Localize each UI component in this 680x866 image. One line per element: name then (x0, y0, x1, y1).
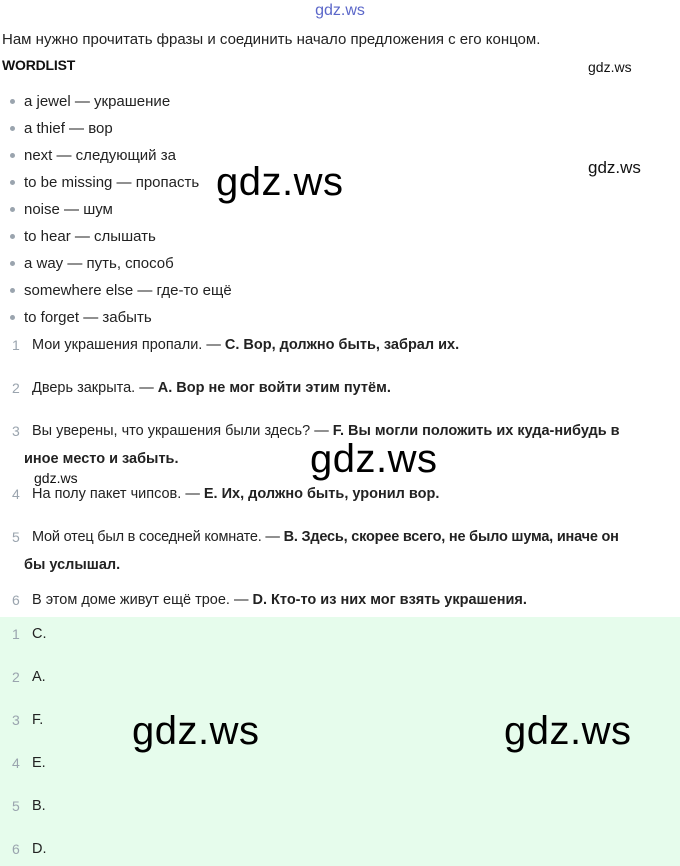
word-item: a way — путь, способ (10, 255, 174, 272)
watermark: gdz.ws (310, 437, 438, 481)
bullet-icon (10, 315, 15, 320)
word-item: to be missing — пропасть (10, 174, 199, 191)
word-item: a jewel — украшение (10, 93, 170, 110)
bullet-icon (10, 288, 15, 293)
answers-panel: 1 C. 2 A. 3 F. 4 E. 5 B. 6 D. gdz.ws gdz.ws (0, 617, 680, 866)
word-item: to hear — слышать (10, 228, 156, 245)
watermark: gdz.ws (34, 470, 78, 486)
watermark: gdz.ws (216, 160, 344, 204)
watermark: gdz.ws (588, 158, 641, 177)
word-item: next — следующий за (10, 147, 176, 164)
watermark: gdz.ws (132, 709, 260, 753)
word-item: a thief — вор (10, 120, 113, 137)
bullet-icon (10, 207, 15, 212)
word-item: somewhere else — где-то ещё (10, 282, 232, 299)
bullet-icon (10, 234, 15, 239)
bullet-icon (10, 153, 15, 158)
watermark: gdz.ws (588, 59, 632, 75)
word-item: noise — шум (10, 201, 113, 218)
bullet-icon (10, 126, 15, 131)
intro-text: Нам нужно прочитать фразы и соединить начало предложения с его концом. (2, 31, 541, 48)
bullet-icon (10, 180, 15, 185)
bullet-icon (10, 99, 15, 104)
bullet-icon (10, 261, 15, 266)
wordlist-title: WORDLIST (2, 57, 76, 73)
watermark-top: gdz.ws (315, 2, 365, 19)
watermark: gdz.ws (504, 709, 632, 753)
word-item: to forget — забыть (10, 309, 152, 326)
